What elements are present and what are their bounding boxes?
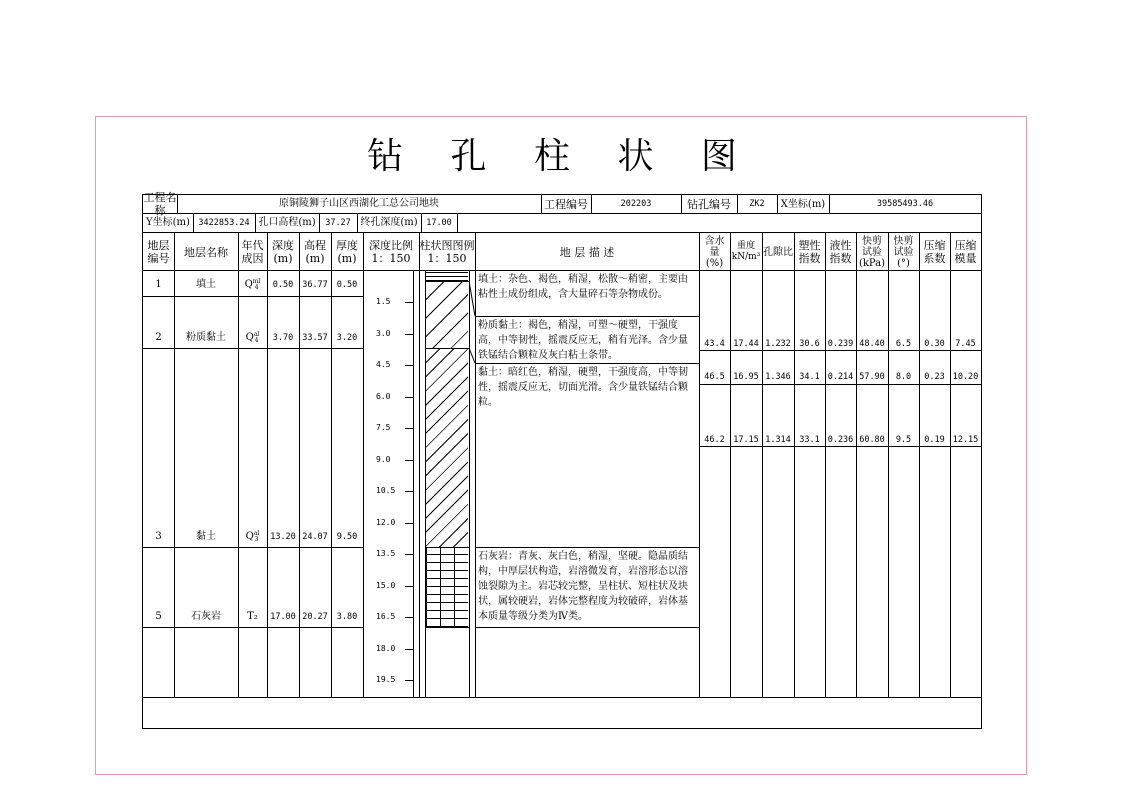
header-depth-scale: 深度比例 1：150 bbox=[369, 239, 413, 265]
depth-tick-label: 10.5 bbox=[376, 486, 396, 495]
sample-1-phi: 6.5 bbox=[895, 339, 912, 349]
depth-tick-label: 1.5 bbox=[376, 297, 391, 306]
layer-2-elevation: 33.57 bbox=[302, 333, 328, 343]
y-coordinate-label: Y坐标(m) bbox=[146, 217, 190, 228]
x-coordinate-label: X坐标(m) bbox=[780, 198, 826, 210]
header-layer-no: 地层 编号 bbox=[147, 239, 170, 265]
layer-3-age: Q al 3 bbox=[245, 530, 260, 543]
hole-no-label: 钻孔编号 bbox=[687, 197, 731, 211]
layer-1-name: 填土 bbox=[196, 279, 216, 290]
layer-5-age: T₂ bbox=[247, 611, 258, 622]
sample-2-density: 16.95 bbox=[733, 372, 759, 382]
layer-3-description: 黏土：暗红色，稍湿，硬塑，干强度高，中等韧性，摇震反应无，切面光滑。含少量铁锰结合颗粒。 bbox=[478, 367, 688, 408]
header-description: 地 层 描 述 bbox=[559, 245, 615, 259]
header-age: 年代 成因 bbox=[241, 239, 264, 265]
depth-tick-mark bbox=[405, 554, 413, 555]
sample-2-liquid: 0.214 bbox=[827, 372, 854, 382]
sample-3-density: 17.15 bbox=[733, 435, 759, 445]
depth-tick-mark bbox=[405, 523, 413, 524]
depth-tick-label: 9.0 bbox=[376, 454, 391, 464]
fill-legend bbox=[426, 271, 468, 281]
header-water-content: 含水 量 (%) bbox=[704, 235, 725, 269]
sample-3-c: 60.80 bbox=[859, 435, 885, 445]
sample-2-a: 0.23 bbox=[924, 372, 945, 382]
final-depth-value: 17.00 bbox=[426, 218, 452, 228]
header-thickness: 厚度 (m) bbox=[336, 239, 358, 265]
sample-2-water: 46.5 bbox=[704, 372, 725, 382]
layer-1-description: 填土：杂色、褐色，稍湿，松散～稍密，主要由粘性土成份组成，含大量碎石等杂物成份。 bbox=[478, 274, 688, 300]
header-depth: 深度 (m) bbox=[272, 239, 294, 265]
sample-1-e: 7.45 bbox=[955, 339, 976, 349]
sample-2-void: 1.346 bbox=[765, 372, 791, 382]
layer-1-age: Q ml 4 bbox=[244, 278, 261, 291]
clay-legend bbox=[426, 349, 468, 547]
sample-1-a: 0.30 bbox=[924, 339, 945, 349]
page-title: 钻 孔 柱 状 图 bbox=[367, 136, 755, 177]
layer-3-no: 3 bbox=[155, 531, 162, 542]
depth-tick-label: 6.0 bbox=[376, 391, 391, 401]
limestone-legend bbox=[426, 548, 468, 627]
layer-5-depth: 17.00 bbox=[270, 612, 296, 622]
sample-1-c: 48.40 bbox=[859, 339, 885, 349]
depth-tick-mark bbox=[405, 302, 413, 303]
header-void-ratio: 孔隙比 bbox=[763, 246, 793, 258]
depth-tick-mark bbox=[405, 649, 413, 650]
layer-3-elevation: 24.07 bbox=[302, 532, 328, 542]
y-coordinate-value: 3422853.24 bbox=[198, 218, 250, 228]
project-name-value: 原铜陵狮子山区西湖化工总公司地块 bbox=[279, 198, 439, 209]
sample-2-e: 10.20 bbox=[952, 372, 979, 382]
header-shear-angle: 快剪 试验 (°) bbox=[893, 235, 914, 269]
sample-3-void: 1.314 bbox=[765, 435, 791, 445]
layer-2-no: 2 bbox=[155, 332, 162, 343]
depth-tick-label: 3.0 bbox=[376, 328, 391, 338]
final-depth-label: 终孔深度(m) bbox=[360, 217, 418, 228]
depth-tick-mark bbox=[405, 397, 413, 398]
layer-3-thickness: 9.50 bbox=[336, 532, 358, 542]
collar-elevation-label: 孔口高程(m) bbox=[258, 217, 316, 228]
depth-tick-label: 13.5 bbox=[376, 549, 396, 558]
sample-3-phi: 9.5 bbox=[895, 435, 912, 445]
header-elevation: 高程 (m) bbox=[304, 239, 326, 265]
layer-2-age: Q al 4 bbox=[245, 331, 260, 344]
hole-no-value: ZK2 bbox=[749, 199, 765, 209]
depth-tick-label: 16.5 bbox=[376, 612, 396, 621]
depth-tick-mark bbox=[405, 680, 413, 681]
sample-3-liquid: 0.236 bbox=[827, 435, 854, 445]
sample-1-liquid: 0.239 bbox=[827, 339, 854, 349]
header-unit-weight: 重度 kN/m³ bbox=[731, 241, 761, 262]
depth-tick-mark bbox=[405, 586, 413, 587]
header-liquidity-index: 液性 指数 bbox=[829, 239, 852, 265]
depth-tick-label: 4.5 bbox=[376, 360, 391, 369]
header-layer-name: 地层名称 bbox=[184, 245, 228, 259]
x-coordinate-value: 39585493.46 bbox=[876, 199, 934, 209]
header-plasticity-index: 塑性 指数 bbox=[798, 239, 821, 265]
header-compression-coefficient: 压缩 系数 bbox=[923, 239, 946, 265]
borehole-log-table bbox=[142, 191, 982, 729]
sample-1-density: 17.44 bbox=[733, 339, 759, 349]
depth-tick-mark bbox=[405, 460, 413, 461]
silty-clay-legend bbox=[426, 282, 468, 348]
layer-2-description: 粉质黏土：褐色，稍湿，可塑～硬塑，干强度高，中等韧性，摇震反应无，稍有光泽。含少量铁锰结合颗粒及灰白粘土条带。 bbox=[478, 320, 688, 361]
sample-2-phi: 8.0 bbox=[895, 372, 912, 382]
layer-5-thickness: 3.80 bbox=[336, 612, 358, 622]
sample-3-water: 46.2 bbox=[704, 435, 725, 445]
project-no-label: 工程编号 bbox=[544, 197, 588, 211]
depth-tick-label: 7.5 bbox=[376, 423, 391, 432]
sample-1-water: 43.4 bbox=[704, 339, 725, 349]
layer-2-depth: 3.70 bbox=[272, 333, 294, 343]
depth-tick-mark bbox=[405, 617, 413, 618]
sample-1-void: 1.232 bbox=[765, 339, 791, 349]
layer-1-no: 1 bbox=[155, 279, 162, 290]
collar-elevation-value: 37.27 bbox=[325, 218, 351, 228]
depth-tick-label: 18.0 bbox=[376, 643, 396, 653]
depth-tick-mark bbox=[405, 334, 413, 335]
layer-5-name: 石灰岩 bbox=[191, 611, 221, 622]
project-name-label: 工程名称 bbox=[143, 191, 177, 217]
depth-tick-label: 12.0 bbox=[376, 517, 396, 527]
layer-3-name: 黏土 bbox=[196, 531, 216, 542]
sample-3-e: 12.15 bbox=[952, 435, 979, 445]
depth-tick-mark bbox=[405, 491, 413, 492]
layer-5-elevation: 20.27 bbox=[302, 612, 328, 622]
project-no-value: 202203 bbox=[620, 199, 652, 209]
sample-1-plastic: 30.6 bbox=[799, 339, 820, 349]
sample-2-plastic: 34.1 bbox=[799, 372, 820, 382]
header-shear-cohesion: 快剪 试验 (kPa) bbox=[858, 235, 886, 269]
layer-1-elevation: 36.77 bbox=[302, 280, 328, 290]
layer-2-name: 粉质黏土 bbox=[186, 332, 226, 343]
depth-scale bbox=[363, 270, 419, 697]
depth-tick-label: 15.0 bbox=[376, 580, 396, 590]
sample-3-a: 0.19 bbox=[924, 435, 945, 445]
layer-5-description: 石灰岩：青灰、灰白色，稍湿，坚硬。隐晶质结构，中厚层状构造，岩溶微发育，岩溶形态以溶蚀裂隙为主。岩芯较完整，呈柱状、短柱状及块状，属较硬岩，岩体完整程度为较破碎，岩体基本质量等级分类为Ⅳ类。 bbox=[478, 551, 688, 622]
depth-tick-mark bbox=[405, 428, 413, 429]
header-column: 柱状图图例 1：150 bbox=[419, 239, 475, 265]
layer-1-depth: 0.50 bbox=[272, 280, 294, 290]
layer-3-depth: 13.20 bbox=[270, 532, 296, 542]
depth-tick-label: 19.5 bbox=[376, 675, 396, 684]
layer-1-thickness: 0.50 bbox=[336, 280, 358, 290]
layer-2-thickness: 3.20 bbox=[336, 333, 358, 343]
depth-tick-mark bbox=[405, 365, 413, 366]
layer-5-no: 5 bbox=[155, 611, 162, 622]
sample-3-plastic: 33.1 bbox=[799, 435, 820, 445]
header-compression-modulus: 压缩 模量 bbox=[954, 239, 977, 265]
sample-2-c: 57.90 bbox=[859, 372, 885, 382]
